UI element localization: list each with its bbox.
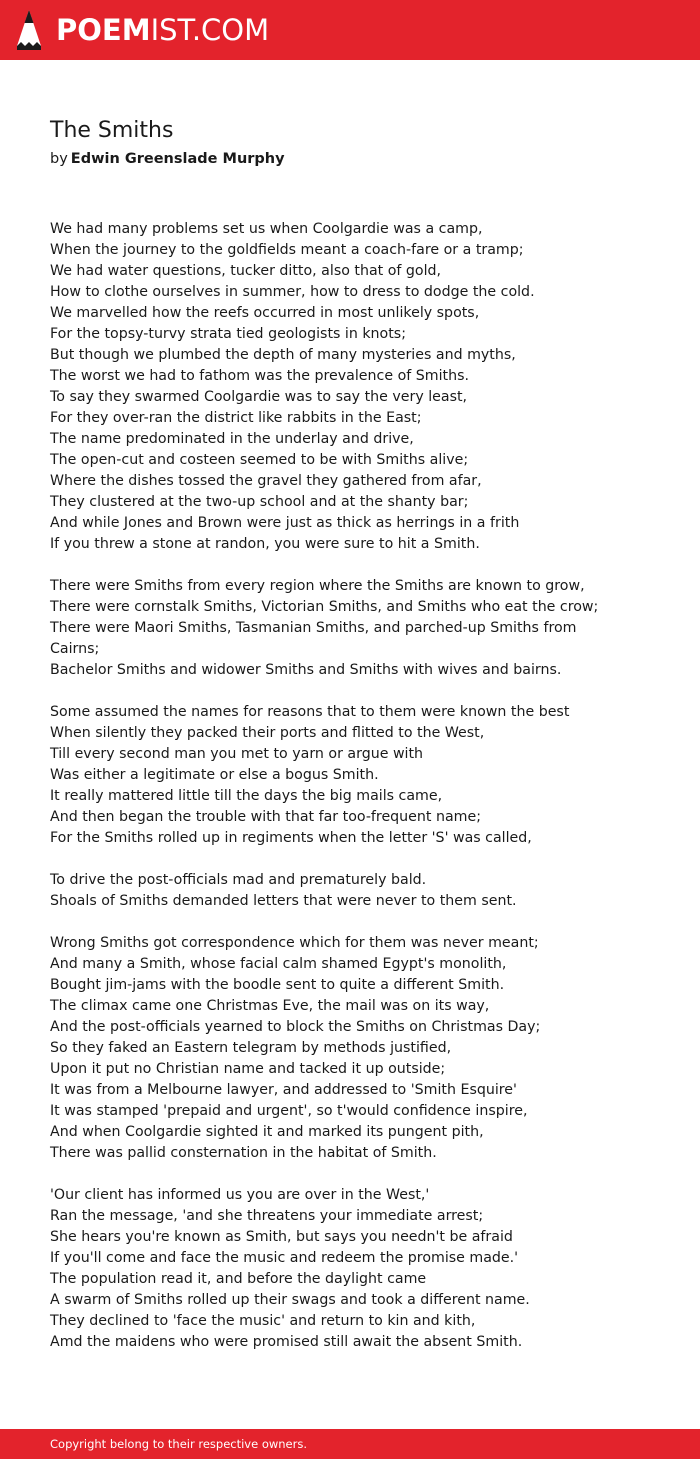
poem-line: We marvelled how the reefs occurred in most unlikely spots, [50, 305, 480, 321]
poem-line: Shoals of Smiths demanded letters that were never to them sent. [50, 893, 517, 909]
site-logo[interactable] [16, 8, 269, 52]
poem-body [50, 219, 650, 1374]
poem-line: A swarm of Smiths rolled up their swags and took a different name. [50, 1292, 530, 1308]
poem-line: It was from a Melbourne lawyer, and addressed to 'Smith Esquire' [50, 1082, 517, 1098]
poem-line: And when Coolgardie sighted it and marked its pungent pith, [50, 1124, 484, 1140]
poem-stanza [50, 1185, 650, 1353]
poem-stanza [50, 702, 650, 849]
site-footer [0, 1429, 700, 1459]
logo-bold-text: POEM [56, 13, 151, 47]
poem-line: When the journey to the goldfields meant a coach-fare or a tramp; [50, 242, 524, 258]
by-label: by [50, 151, 68, 167]
poem-stanza [50, 933, 650, 1164]
poem-line: If you'll come and face the music and redeem the promise made.' [50, 1250, 519, 1266]
poem-line: For the topsy-turvy strata tied geologists in knots; [50, 326, 406, 342]
poem-line: Bought jim-jams with the boodle sent to quite a different Smith. [50, 977, 505, 993]
site-header [0, 0, 700, 60]
poem-line: For they over-ran the district like rabbits in the East; [50, 410, 422, 426]
poem-line: It was stamped 'prepaid and urgent', so t'would confidence inspire, [50, 1103, 528, 1119]
poem-line: There were cornstalk Smiths, Victorian Smiths, and Smiths who eat the crow; [50, 599, 599, 615]
poem-line: And then began the trouble with that far too-frequent name; [50, 809, 481, 825]
poem-line: Some assumed the names for reasons that to them were known the best [50, 704, 570, 720]
poem-line: Ran the message, 'and she threatens your immediate arrest; [50, 1208, 484, 1224]
poem-line: It really mattered little till the days the big mails came, [50, 788, 443, 804]
pencil-tip-icon [16, 9, 42, 51]
poem-line: The climax came one Christmas Eve, the mail was on its way, [50, 998, 490, 1014]
poem-line: Wrong Smiths got correspondence which for them was never meant; [50, 935, 539, 951]
poem-author[interactable]: Edwin Greenslade Murphy [70, 151, 285, 167]
poem-byline [50, 148, 285, 170]
poem-line: And the post-officials yearned to block the Smiths on Christmas Day; [50, 1019, 541, 1035]
copyright-notice: Copyright belong to their respective owners. [50, 1437, 308, 1451]
poem-line: Was either a legitimate or else a bogus Smith. [50, 767, 379, 783]
poem-line: Cairns; [50, 641, 100, 657]
poem-line: Upon it put no Christian name and tacked it up outside; [50, 1061, 446, 1077]
poem-line: To say they swarmed Coolgardie was to say the very least, [50, 389, 468, 405]
poem-line: To drive the post-officials mad and prematurely bald. [50, 872, 427, 888]
poem-line: If you threw a stone at randon, you were sure to hit a Smith. [50, 536, 480, 552]
poem-line: So they faked an Eastern telegram by methods justified, [50, 1040, 452, 1056]
poem-line: When silently they packed their ports and flitted to the West, [50, 725, 485, 741]
poem-line: But though we plumbed the depth of many mysteries and myths, [50, 347, 516, 363]
poem-line: The worst we had to fathom was the prevalence of Smiths. [50, 368, 469, 384]
poem-line: There were Smiths from every region where the Smiths are known to grow, [50, 578, 585, 594]
poem-stanza [50, 870, 650, 912]
poem-title: The Smiths [50, 118, 174, 143]
poem-line: 'Our client has informed us you are over in the West,' [50, 1187, 430, 1203]
poem-stanza [50, 576, 650, 681]
poem-line: We had many problems set us when Coolgardie was a camp, [50, 221, 483, 237]
poem-line: And while Jones and Brown were just as thick as herrings in a frith [50, 515, 520, 531]
poem-line: The population read it, and before the daylight came [50, 1271, 427, 1287]
poem-line: Till every second man you met to yarn or argue with [50, 746, 424, 762]
poem-line: They declined to 'face the music' and return to kin and kith, [50, 1313, 476, 1329]
poem-line: Amd the maidens who were promised still await the absent Smith. [50, 1334, 523, 1350]
poem-line: Bachelor Smiths and widower Smiths and Smiths with wives and bairns. [50, 662, 562, 678]
poem-line: We had water questions, tucker ditto, also that of gold, [50, 263, 442, 279]
poem-stanza [50, 219, 650, 555]
poem-line: She hears you're known as Smith, but says you needn't be afraid [50, 1229, 513, 1245]
poem-line: How to clothe ourselves in summer, how to dress to dodge the cold. [50, 284, 535, 300]
poem-line: The name predominated in the underlay and drive, [50, 431, 414, 447]
poem-line: There were Maori Smiths, Tasmanian Smiths, and parched-up Smiths from [50, 620, 577, 636]
poem-line: And many a Smith, whose facial calm shamed Egypt's monolith, [50, 956, 507, 972]
poem-line: Where the dishes tossed the gravel they gathered from afar, [50, 473, 482, 489]
logo-light-text: IST.COM [150, 13, 270, 47]
poem-line: There was pallid consternation in the habitat of Smith. [50, 1145, 437, 1161]
poem-line: The open-cut and costeen seemed to be with Smiths alive; [50, 452, 469, 468]
poem-line: For the Smiths rolled up in regiments when the letter 'S' was called, [50, 830, 532, 846]
site-logo-text [56, 8, 269, 52]
poem-line: They clustered at the two-up school and at the shanty bar; [50, 494, 469, 510]
